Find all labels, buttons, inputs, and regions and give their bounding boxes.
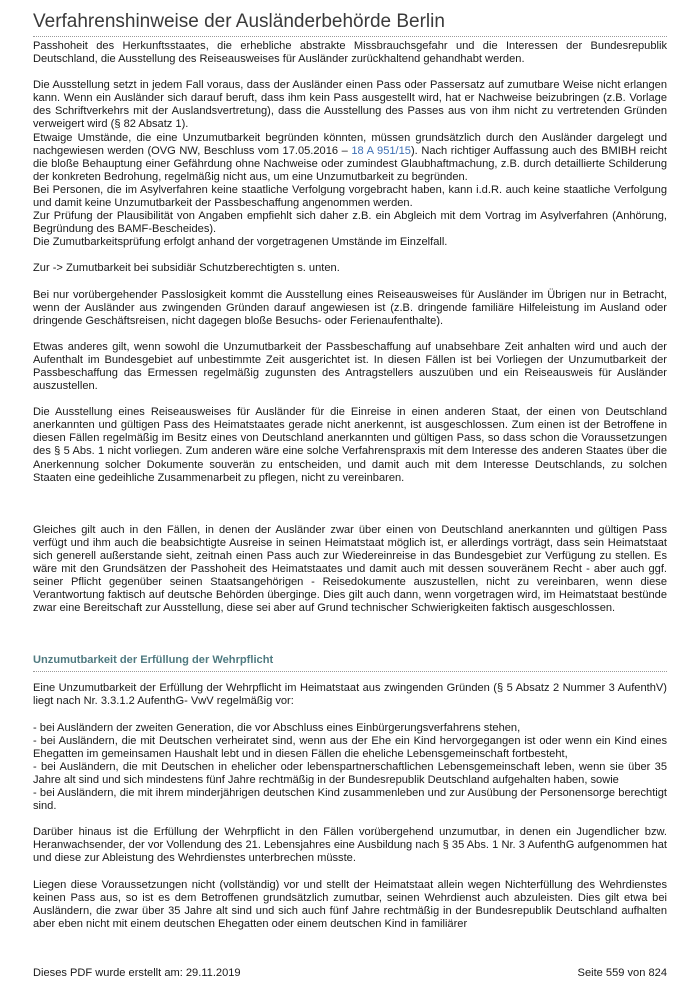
paragraph: Liegen diese Voraussetzungen nicht (vollständig) vor und stellt der Heimatstaat allein wegen Nichterfüllung des Wehrdienstes keinen Pass aus, so ist es dem Betroffenen grundsätzlich zumutbar, seinen Wehrdienst auch abzuleisten. Dies gilt etwa bei Ausländern, die zwar über 35 Jahre alt sind und sich auch fünf Jahre rechtmäßig in der Bundesrepublik Deutschland aufhalten aber eben nicht mit einem deutschen Ehegatten oder einem deutschen Kind in familiärer [33, 878, 667, 930]
title-divider [33, 36, 667, 37]
paragraph: Eine Unzumutbarkeit der Erfüllung der Wehrpflicht im Heimatstaat aus zwingenden Gründen (§ 5 Absatz 2 Nummer 3 AufenthV) liegt nach Nr. 3.3.1.2 AufenthG- VwV regelmäßig vor: [33, 682, 667, 708]
paragraph: Etwas anderes gilt, wenn sowohl die Unzumutbarkeit der Passbeschaffung auf unabsehbare Zeit anhalten wird und auch der Aufenthalt im Bundesgebiet auf unbestimmte Zeit ausgerichtet ist. In diesen Fällen ist bei Vorliegen der Unzumutbarkeit der Passbeschaffung das Ermessen regelmäßig zugunsten des Antragstellers auszuüben und ein Reiseausweis für Ausländer auszustellen. [33, 340, 667, 393]
paragraph: Zur Prüfung der Plausibilität von Angaben empfiehlt sich daher z.B. ein Abgleich mit dem Vortrag im Asylverfahren (Anhörung, Begründung des BAMF-Bescheides). [33, 210, 667, 236]
list-item: - bei Ausländern, die mit ihrem minderjährigen deutschen Kind zusammenleben und zur Ausübung der Personensorge berechtigt sind. [33, 787, 667, 813]
paragraph-text: ). Nach richtiger Auffassung auch des BMIBH reicht die bloße Behauptung einer Gefährdung ohne Nachweise oder zumindest Glaubhaftmachung, z.B. durch detaillierte Schilderung der konkreten Bedrohung, regelmäßig nicht aus, um eine Unzumutbarkeit zu begründen. [33, 144, 667, 183]
section-divider [33, 671, 667, 672]
paragraph: Zur -> Zumutbarkeit bei subsidiär Schutzberechtigten s. unten. [33, 262, 340, 275]
document-body [33, 40, 667, 931]
paragraph: Passhoheit des Herkunftsstaates, die erhebliche abstrakte Missbrauchsgefahr und die Interessen der Bundesrepublik Deutschland, die Ausstellung des Reiseausweises für Ausländer zurückhaltend gehandhabt werden. [33, 40, 667, 66]
paragraph-text: Etwaige Umstände, die eine Unzumutbarkeit begründen könnten, müssen grundsätzlich durch den Ausländer dargelegt und nachgewiesen werden (OVG NW, Beschluss vom 17.05.2016 – [33, 131, 667, 157]
paragraph: Die Zumutbarkeitsprüfung erfolgt anhand der vorgetragenen Umstände im Einzelfall. [33, 236, 448, 249]
section-heading: Unzumutbarkeit der Erfüllung der Wehrpflicht [33, 654, 274, 667]
paragraph: Die Ausstellung setzt in jedem Fall voraus, dass der Ausländer einen Pass oder Passersatz auf zumutbare Weise nicht erlangen kann. Wenn ein Ausländer sich darauf beruft, dass ihm kein Pass ausgestellt wird, hat er Nachweise beizubringen (z.B. Vorlage des Schriftverkehrs mit der Auslandsvertretung), dass die Ausstellung des Passes aus von ihm nicht zu vertretenden Gründen verweigert wird (§ 82 Absatz 1). [33, 79, 667, 131]
paragraph: Gleiches gilt auch in den Fällen, in denen der Ausländer zwar über einen von Deutschland anerkannten und gültigen Pass verfügt und ihm auch die beabsichtigte Ausreise in seinen Heimatstaat möglich ist, er allerdings vorträgt, dass sein Heimatstaat sich generell außerstande sieht, zeitnah einen Pass auch zur Wiedereinreise in das Bundesgebiet zur Verfügung zu stellen. Es wäre mit den Grundsätzen der Passhoheit des Heimatstaates und damit auch mit dessen souveränem Recht - aber auch ggf. seiner Pflicht gegenüber seinen Staatsangehörigen - Reisedokumente auszustellen, nicht zu vereinbaren, wenn diese Verantwortung faktisch auf deutsche Behörden überginge. Dies gilt auch dann, wenn vorgetragen wird, im Heimatstaat bestünde zwar eine Bereitschaft zur Ausstellung, diese sei aber auf Grund technischer Schwierigkeiten faktisch ausgeschlossen. [33, 523, 667, 615]
paragraph: Bei Personen, die im Asylverfahren keine staatliche Verfolgung vorgebracht haben, kann i.d.R. auch keine staatliche Verfolgung und damit keine Unzumutbarkeit der Passbeschaffung angenommen werden. [33, 183, 667, 210]
list-item: - bei Ausländern der zweiten Generation, die vor Abschluss eines Einbürgerungsverfahrens stehen, [33, 721, 521, 734]
footer-page-number: Seite 559 von 824 [577, 967, 667, 979]
list-item: - bei Ausländern, die mit Deutschen verheiratet sind, wenn aus der Ehe ein Kind hervorgegangen ist oder wenn ein Kind eines Ehegatten im gemeinsamen Haushalt lebt und in diesen Fällen die eheliche Lebensgemeinschaft fortbesteht, [33, 734, 667, 760]
paragraph: Darüber hinaus ist die Erfüllung der Wehrpflicht in den Fällen vorübergehend unzumutbar, in denen ein Jugendlicher bzw. Heranwachsender, der vor Vollendung des 21. Lebensjahres eine Ausbildung nach § 35 Abs. 1 Nr. 3 AufenthG aufgenommen hat und diese zur Ableistung des Wehrdienstes unterbrechen müsste. [33, 826, 667, 865]
list-item: - bei Ausländern, die mit Deutschen in ehelicher oder lebenspartnerschaftlichen Lebensgemeinschaft leben, wenn sie über 35 Jahre alt sind und sich mindestens fünf Jahre rechtmäßig in der Bundesrepublik Deutschland aufgehalten haben, sowie [33, 760, 667, 786]
footer-created-date: Dieses PDF wurde erstellt am: 29.11.2019 [33, 967, 241, 979]
court-decision-link[interactable]: 18 A 951/15 [351, 144, 411, 157]
paragraph: Bei nur vorübergehender Passlosigkeit kommt die Ausstellung eines Reiseausweises für Ausländer im Übrigen nur in Betracht, wenn der Ausländer aus zwingenden Gründen darauf angewiesen ist (z.B. dringende familiäre Hilfeleistung im Ausland oder dringende Geschäftsreisen, nicht dagegen bloße Besuchs- oder Ferienaufenthalte). [33, 288, 667, 327]
page-title: Verfahrenshinweise der Ausländerbehörde Berlin [33, 11, 445, 32]
paragraph [33, 132, 667, 184]
paragraph: Die Ausstellung eines Reiseausweises für Ausländer für die Einreise in einen anderen Staat, der einen von Deutschland anerkannten und gültigen Pass des Heimatstaates gerade nicht anerkennt, ist ausgeschlossen. Zum einen ist der Betroffene in diesen Fällen regelmäßig im Besitz eines von Deutschland anerkannten und gültigen Pass, so dass schon die Voraussetzungen des § 5 Abs. 1 nicht vorliegen. Zum anderen wäre eine solche Verfahrenspraxis mit dem Interesse des anderen Staates über die Anerkennung solcher Dokumente souverän zu entscheiden, und damit auch mit dem Interesse Deutschlands, zu solchen Staaten eine gedeihliche Zusammenarbeit zu pflegen, nicht zu vereinbaren. [33, 406, 667, 484]
